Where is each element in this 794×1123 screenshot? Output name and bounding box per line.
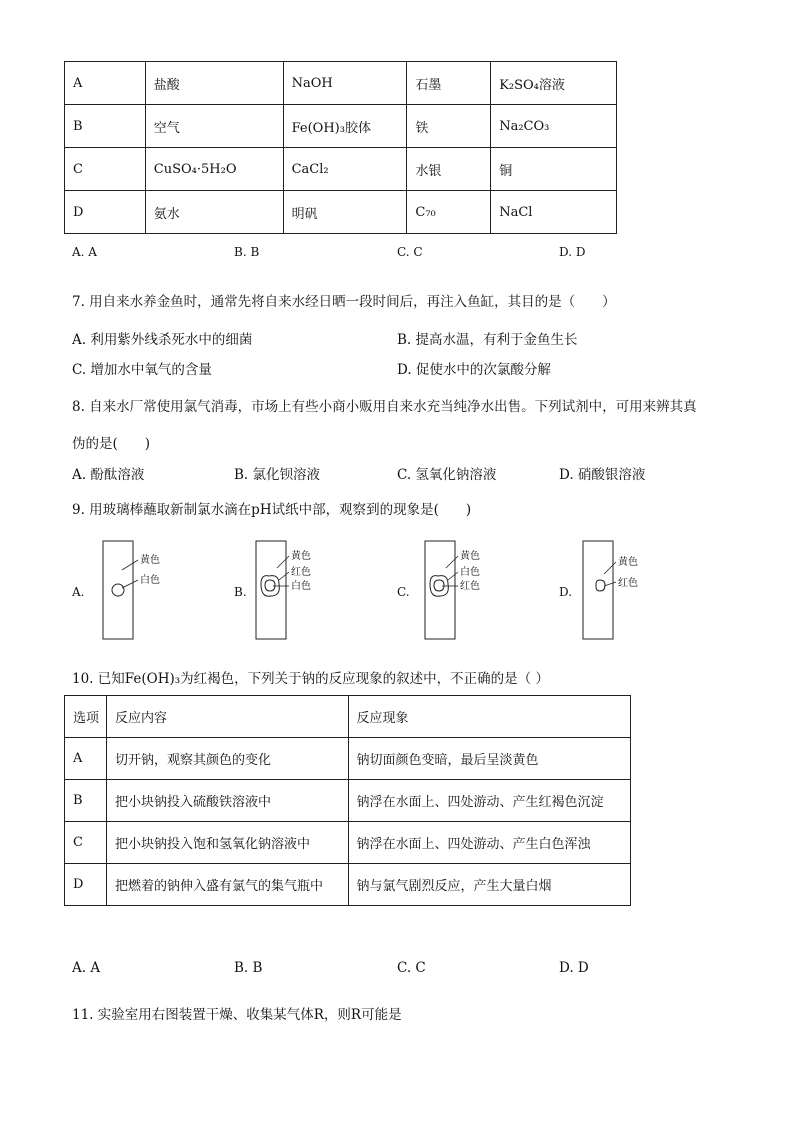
label-red: 红色 — [618, 578, 638, 589]
table-cell: 铜 — [491, 148, 617, 191]
table-cell: NaOH — [283, 62, 407, 105]
table-cell: Na₂CO₃ — [491, 105, 617, 148]
table-cell: 空气 — [145, 105, 283, 148]
table-row — [65, 62, 617, 105]
table-cell: 盐酸 — [145, 62, 283, 105]
table-cell: 石墨 — [407, 62, 491, 105]
q6-option-c[interactable]: C. C — [397, 245, 423, 259]
table-cell: 氨水 — [145, 191, 283, 234]
table-cell: CuSO₄·5H₂O — [145, 148, 283, 191]
table-cell: B — [65, 780, 107, 822]
label-yellow: 黄色 — [618, 557, 638, 568]
table-cell: CaCl₂ — [283, 148, 407, 191]
q9-option-b[interactable]: B. — [234, 585, 247, 599]
q9-option-c[interactable]: C. — [397, 585, 410, 599]
q9-option-a[interactable]: A. — [72, 585, 85, 599]
table-cell: 钠浮在水面上、四处游动、产生白色浑浊 — [348, 822, 630, 864]
table-cell: Fe(OH)₃胶体 — [283, 105, 407, 148]
table-row — [65, 191, 617, 234]
table-row — [65, 148, 617, 191]
classification-table — [64, 61, 617, 234]
table-row — [65, 864, 631, 906]
table-cell: 把燃着的钠伸入盛有氯气的集气瓶中 — [106, 864, 348, 906]
ph-strip-diagram-c — [422, 540, 497, 642]
label-yellow: 黄色 — [460, 551, 480, 562]
q8-option-c[interactable]: C. 氢氧化钠溶液 — [397, 467, 497, 483]
table-cell: 把小块钠投入饱和氢氧化钠溶液中 — [106, 822, 348, 864]
table-header: 反应内容 — [106, 696, 348, 738]
table-header-row — [65, 696, 631, 738]
q7-stem: 7. 用自来水养金鱼时，通常先将自来水经日晒一段时间后，再注入鱼缸，其目的是（ ） — [72, 294, 616, 310]
q10-option-b[interactable]: B. B — [234, 960, 263, 976]
ph-strip-diagram-a — [100, 540, 170, 642]
label-red: 红色 — [291, 567, 311, 578]
table-cell: 水银 — [407, 148, 491, 191]
table-cell: 铁 — [407, 105, 491, 148]
q8-option-d[interactable]: D. 硝酸银溶液 — [559, 467, 646, 483]
label-white: 白色 — [460, 567, 480, 578]
q6-option-d[interactable]: D. D — [559, 245, 586, 259]
label-yellow: 黄色 — [140, 555, 160, 566]
table-cell: 明矾 — [283, 191, 407, 234]
q8-option-a[interactable]: A. 酚酞溶液 — [72, 467, 145, 483]
q9-option-d[interactable]: D. — [559, 585, 573, 599]
q11-stem: 11. 实验室用右图装置干燥、收集某气体R，则R可能是 — [72, 1007, 402, 1023]
table-cell: NaCl — [491, 191, 617, 234]
table-cell: D — [65, 864, 107, 906]
q7-option-d[interactable]: D. 促使水中的次氯酸分解 — [397, 362, 551, 378]
table-cell: 切开钠，观察其颜色的变化 — [106, 738, 348, 780]
q8-option-b[interactable]: B. 氯化钡溶液 — [234, 467, 321, 483]
table-header: 反应现象 — [348, 696, 630, 738]
q10-option-c[interactable]: C. C — [397, 960, 426, 976]
q9-stem: 9. 用玻璃棒蘸取新制氯水滴在pH试纸中部，观察到的现象是( ) — [72, 502, 472, 518]
q6-option-b[interactable]: B. B — [234, 245, 260, 259]
table-cell: A — [65, 62, 146, 105]
table-cell: A — [65, 738, 107, 780]
table-row — [65, 738, 631, 780]
q7-option-c[interactable]: C. 增加水中氧气的含量 — [72, 362, 212, 378]
table-cell: 钠切面颜色变暗，最后呈淡黄色 — [348, 738, 630, 780]
q10-option-a[interactable]: A. A — [72, 960, 101, 976]
q10-option-d[interactable]: D. D — [559, 960, 589, 976]
q7-option-b[interactable]: B. 提高水温，有利于金鱼生长 — [397, 332, 578, 348]
table-cell: 钠浮在水面上、四处游动、产生红褐色沉淀 — [348, 780, 630, 822]
label-red: 红色 — [460, 581, 480, 592]
sodium-reaction-table — [64, 695, 631, 906]
table-cell: D — [65, 191, 146, 234]
table-cell: B — [65, 105, 146, 148]
table-cell: 把小块钠投入硫酸铁溶液中 — [106, 780, 348, 822]
ph-strip-diagram-d — [580, 540, 655, 642]
q8-stem-line2: 伪的是( ) — [72, 436, 151, 452]
table-row — [65, 780, 631, 822]
q8-stem-line1: 8. 自来水厂常使用氯气消毒，市场上有些小商小贩用自来水充当纯净水出售。下列试剂中，可用来辨其真 — [72, 399, 697, 415]
table-cell: 钠与氯气剧烈反应，产生大量白烟 — [348, 864, 630, 906]
table-header: 选项 — [65, 696, 107, 738]
table-row — [65, 105, 617, 148]
label-yellow: 黄色 — [291, 551, 311, 562]
q7-option-a[interactable]: A. 利用紫外线杀死水中的细菌 — [72, 332, 253, 348]
q10-stem: 10. 已知Fe(OH)₃为红褐色，下列关于钠的反应现象的叙述中，不正确的是（ ） — [72, 671, 549, 687]
label-white: 白色 — [291, 581, 311, 592]
table-cell: C₇₀ — [407, 191, 491, 234]
table-cell: K₂SO₄溶液 — [491, 62, 617, 105]
table-row — [65, 822, 631, 864]
table-cell: C — [65, 822, 107, 864]
table-cell: C — [65, 148, 146, 191]
label-white: 白色 — [140, 575, 160, 586]
ph-strip-diagram-b — [253, 540, 328, 642]
q6-option-a[interactable]: A. A — [72, 245, 97, 259]
